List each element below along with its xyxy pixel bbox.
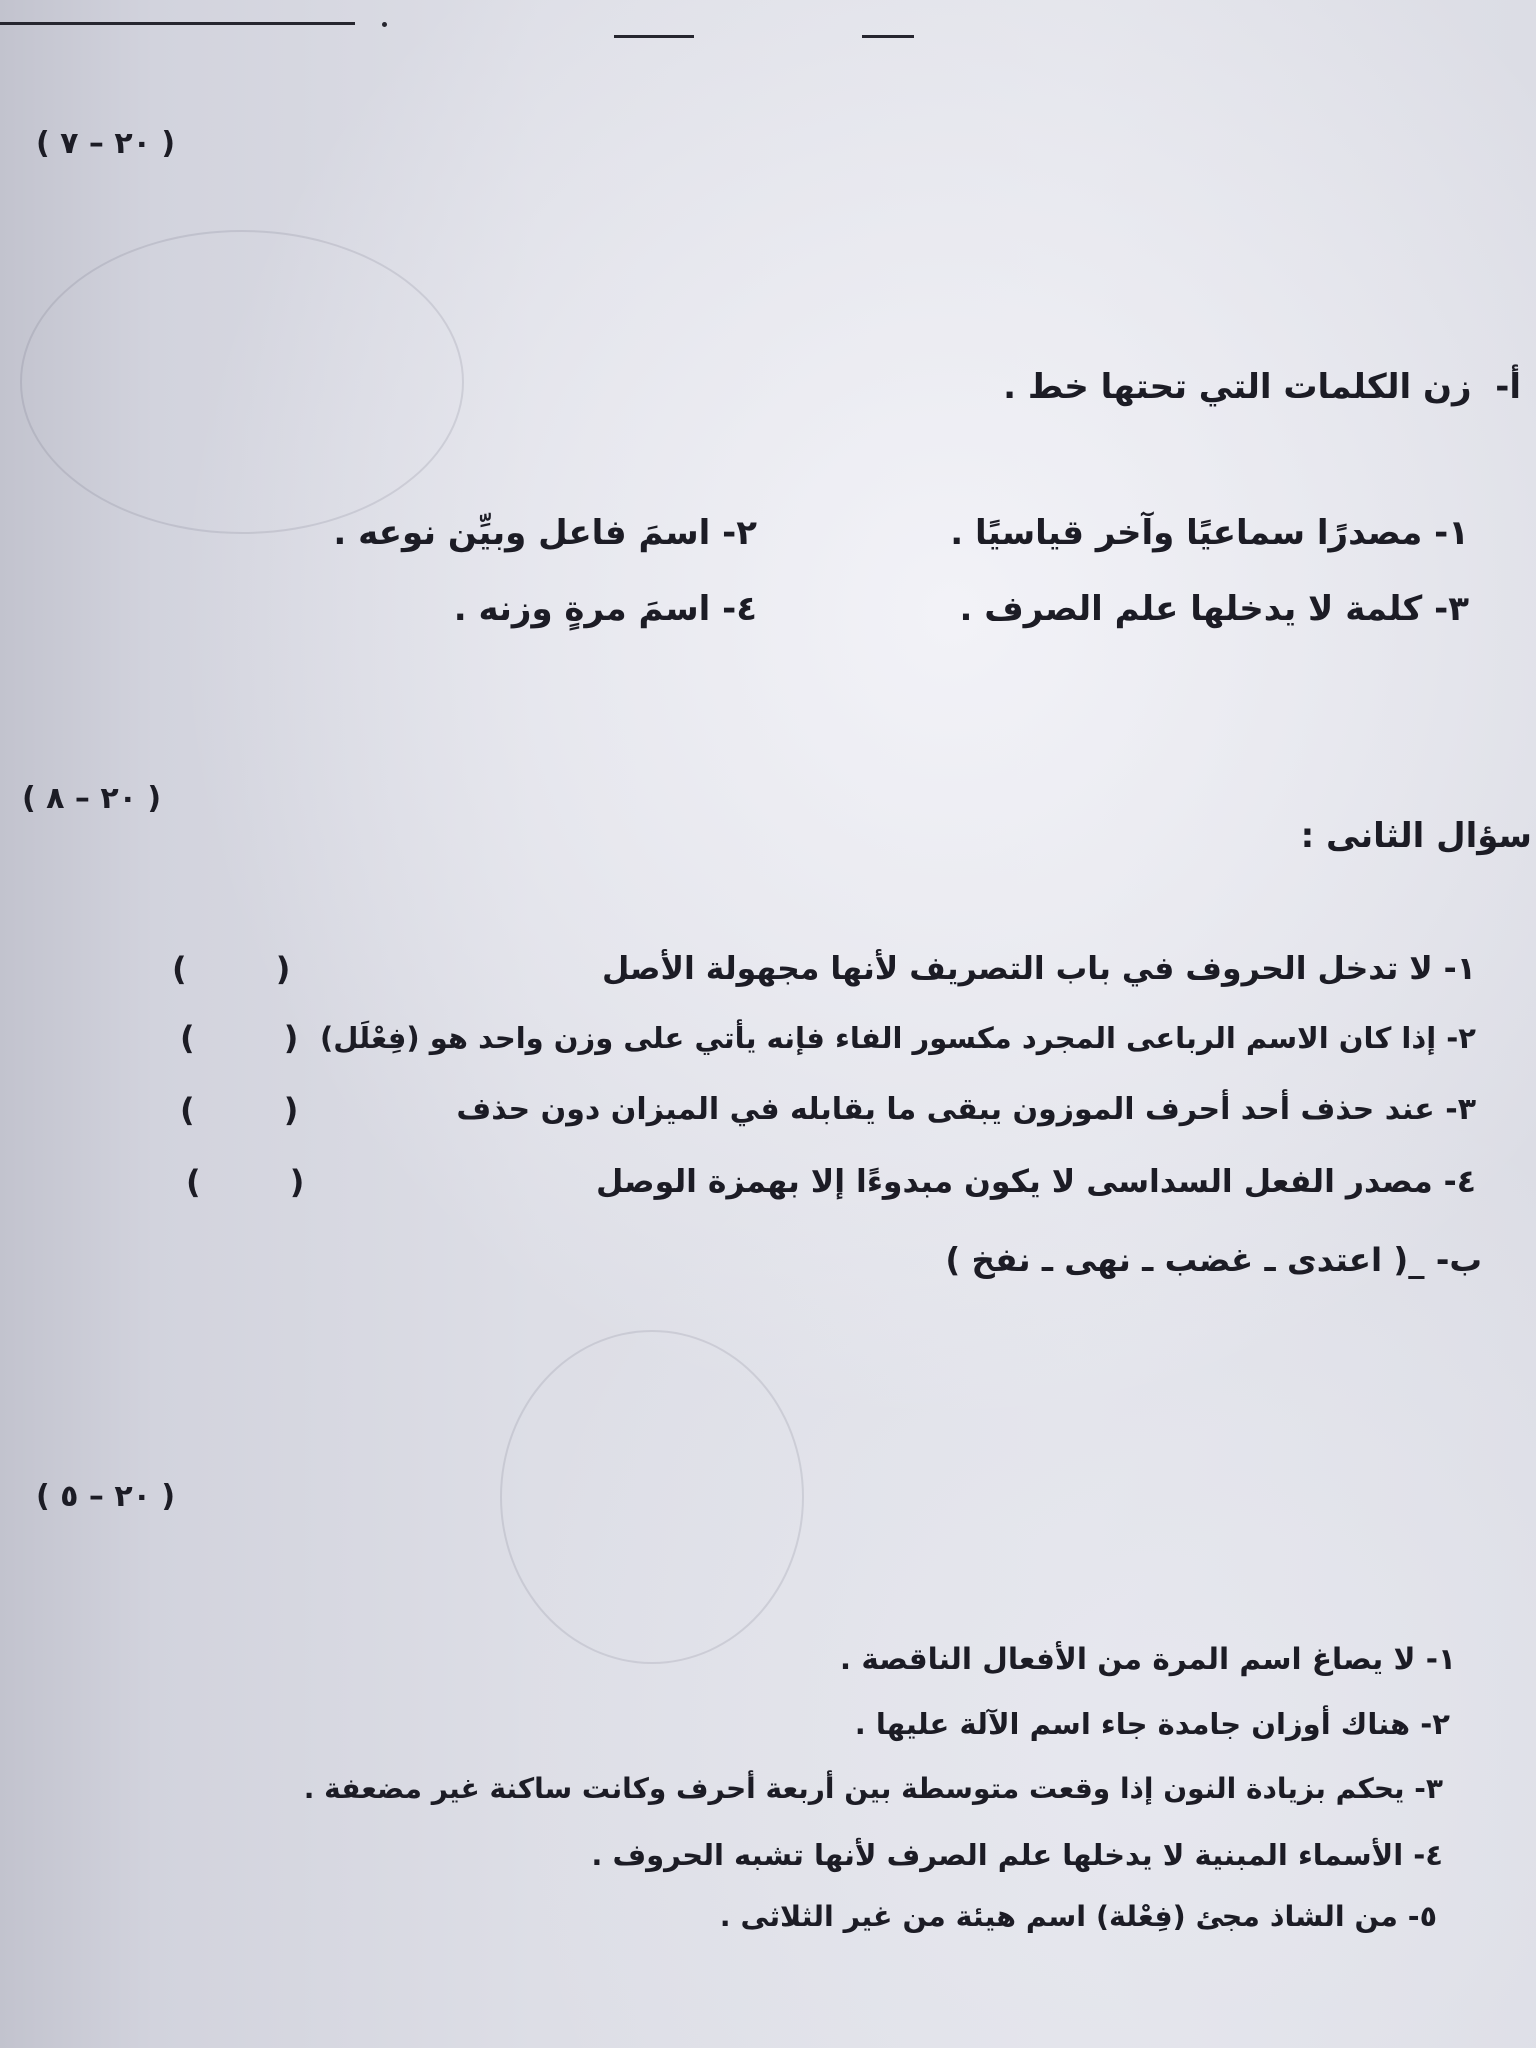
true-false-statement: ٣- عند حذف أحد أحرف الموزون يبقى ما يقابله في الميزان دون حذف (456, 1092, 1476, 1127)
question-2-title: سؤال الثانى : (1300, 816, 1532, 856)
question-1-part-b (901, 436, 1521, 494)
question-3-item: ٣- يحكم بزيادة النون إذا وقعت متوسطة بين أربعة أحرف وكانت ساكنة غير مضعفة . (303, 1772, 1443, 1805)
true-false-statement: ٢- إذا كان الاسم الرباعى المجرد مكسور الفاء فإنه يأتي على وزن واحد هو (فِعْلَل) (320, 1021, 1476, 1055)
true-false-statement: ٤- مصدر الفعل السداسى لا يكون مبدوءًا إلا بهمزة الوصل (596, 1164, 1476, 1200)
question-3-item: ١- لا يصاغ اسم المرة من الأفعال الناقصة . (839, 1642, 1456, 1676)
question-1-item: ١- مصدرًا سماعيًا وآخر قياسيًا . (950, 513, 1469, 553)
question-3-marks: ( ٢٠ – ٥ ) (36, 1479, 176, 1514)
question-2-part-b-instruction (44, 1304, 1424, 1362)
stamp-circle (20, 230, 464, 534)
answer-blank: ( ) (172, 950, 291, 988)
question-3-title (1301, 1507, 1521, 1565)
question-2-part-b-instruction (1010, 1372, 1430, 1430)
question-1-item: ٤- اسمَ مرةٍ وزنه . (453, 589, 757, 629)
question-1-item: ٣- كلمة لا يدخلها علم الصرف . (959, 589, 1469, 629)
question-1-part-a: أ- زن الكلمات التي تحتها خط . (1003, 367, 1521, 407)
top-dot (382, 22, 387, 27)
question-2-part-a (309, 873, 1469, 931)
top-dash-2 (862, 35, 914, 38)
answer-blank: ( ) (180, 1091, 299, 1129)
answer-blank: ( ) (180, 1019, 299, 1057)
question-1-part-c (695, 656, 1515, 714)
question-3-item: ٢- هناك أوزان جامدة جاء اسم الآلة عليها . (854, 1707, 1450, 1741)
question-3-instruction (856, 1565, 1456, 1623)
true-false-statement: ١- لا تدخل الحروف في باب التصريف لأنها مجهولة الأصل (601, 951, 1476, 987)
passage-line-1 (150, 197, 1532, 255)
stamp-circle (500, 1330, 804, 1664)
question-1-item: ٢- اسمَ فاعل وبيِّن نوعه . (333, 513, 757, 553)
answer-blank: ( ) (186, 1163, 305, 1201)
question-2-part-b-verbs: ب- _( اعتدى ـ غضب ـ نهى ـ نفخ ) (945, 1241, 1482, 1279)
question-2-marks: ( ٢٠ – ٨ ) (22, 781, 162, 816)
passage-line-2 (1056, 282, 1476, 340)
question-3-item: ٥- من الشاذ مجئ (فِعْلة) اسم هيئة من غير الثلاثى . (719, 1900, 1437, 1933)
top-dash-1 (614, 35, 694, 38)
instructions-header (1202, 90, 1532, 148)
question-3-item: ٤- الأسماء المبنية لا يدخلها علم الصرف لأنها تشبه الحروف . (591, 1838, 1443, 1872)
top-rule-line (0, 22, 355, 25)
question-1-marks: ( ٢٠ – ٧ ) (36, 126, 176, 161)
